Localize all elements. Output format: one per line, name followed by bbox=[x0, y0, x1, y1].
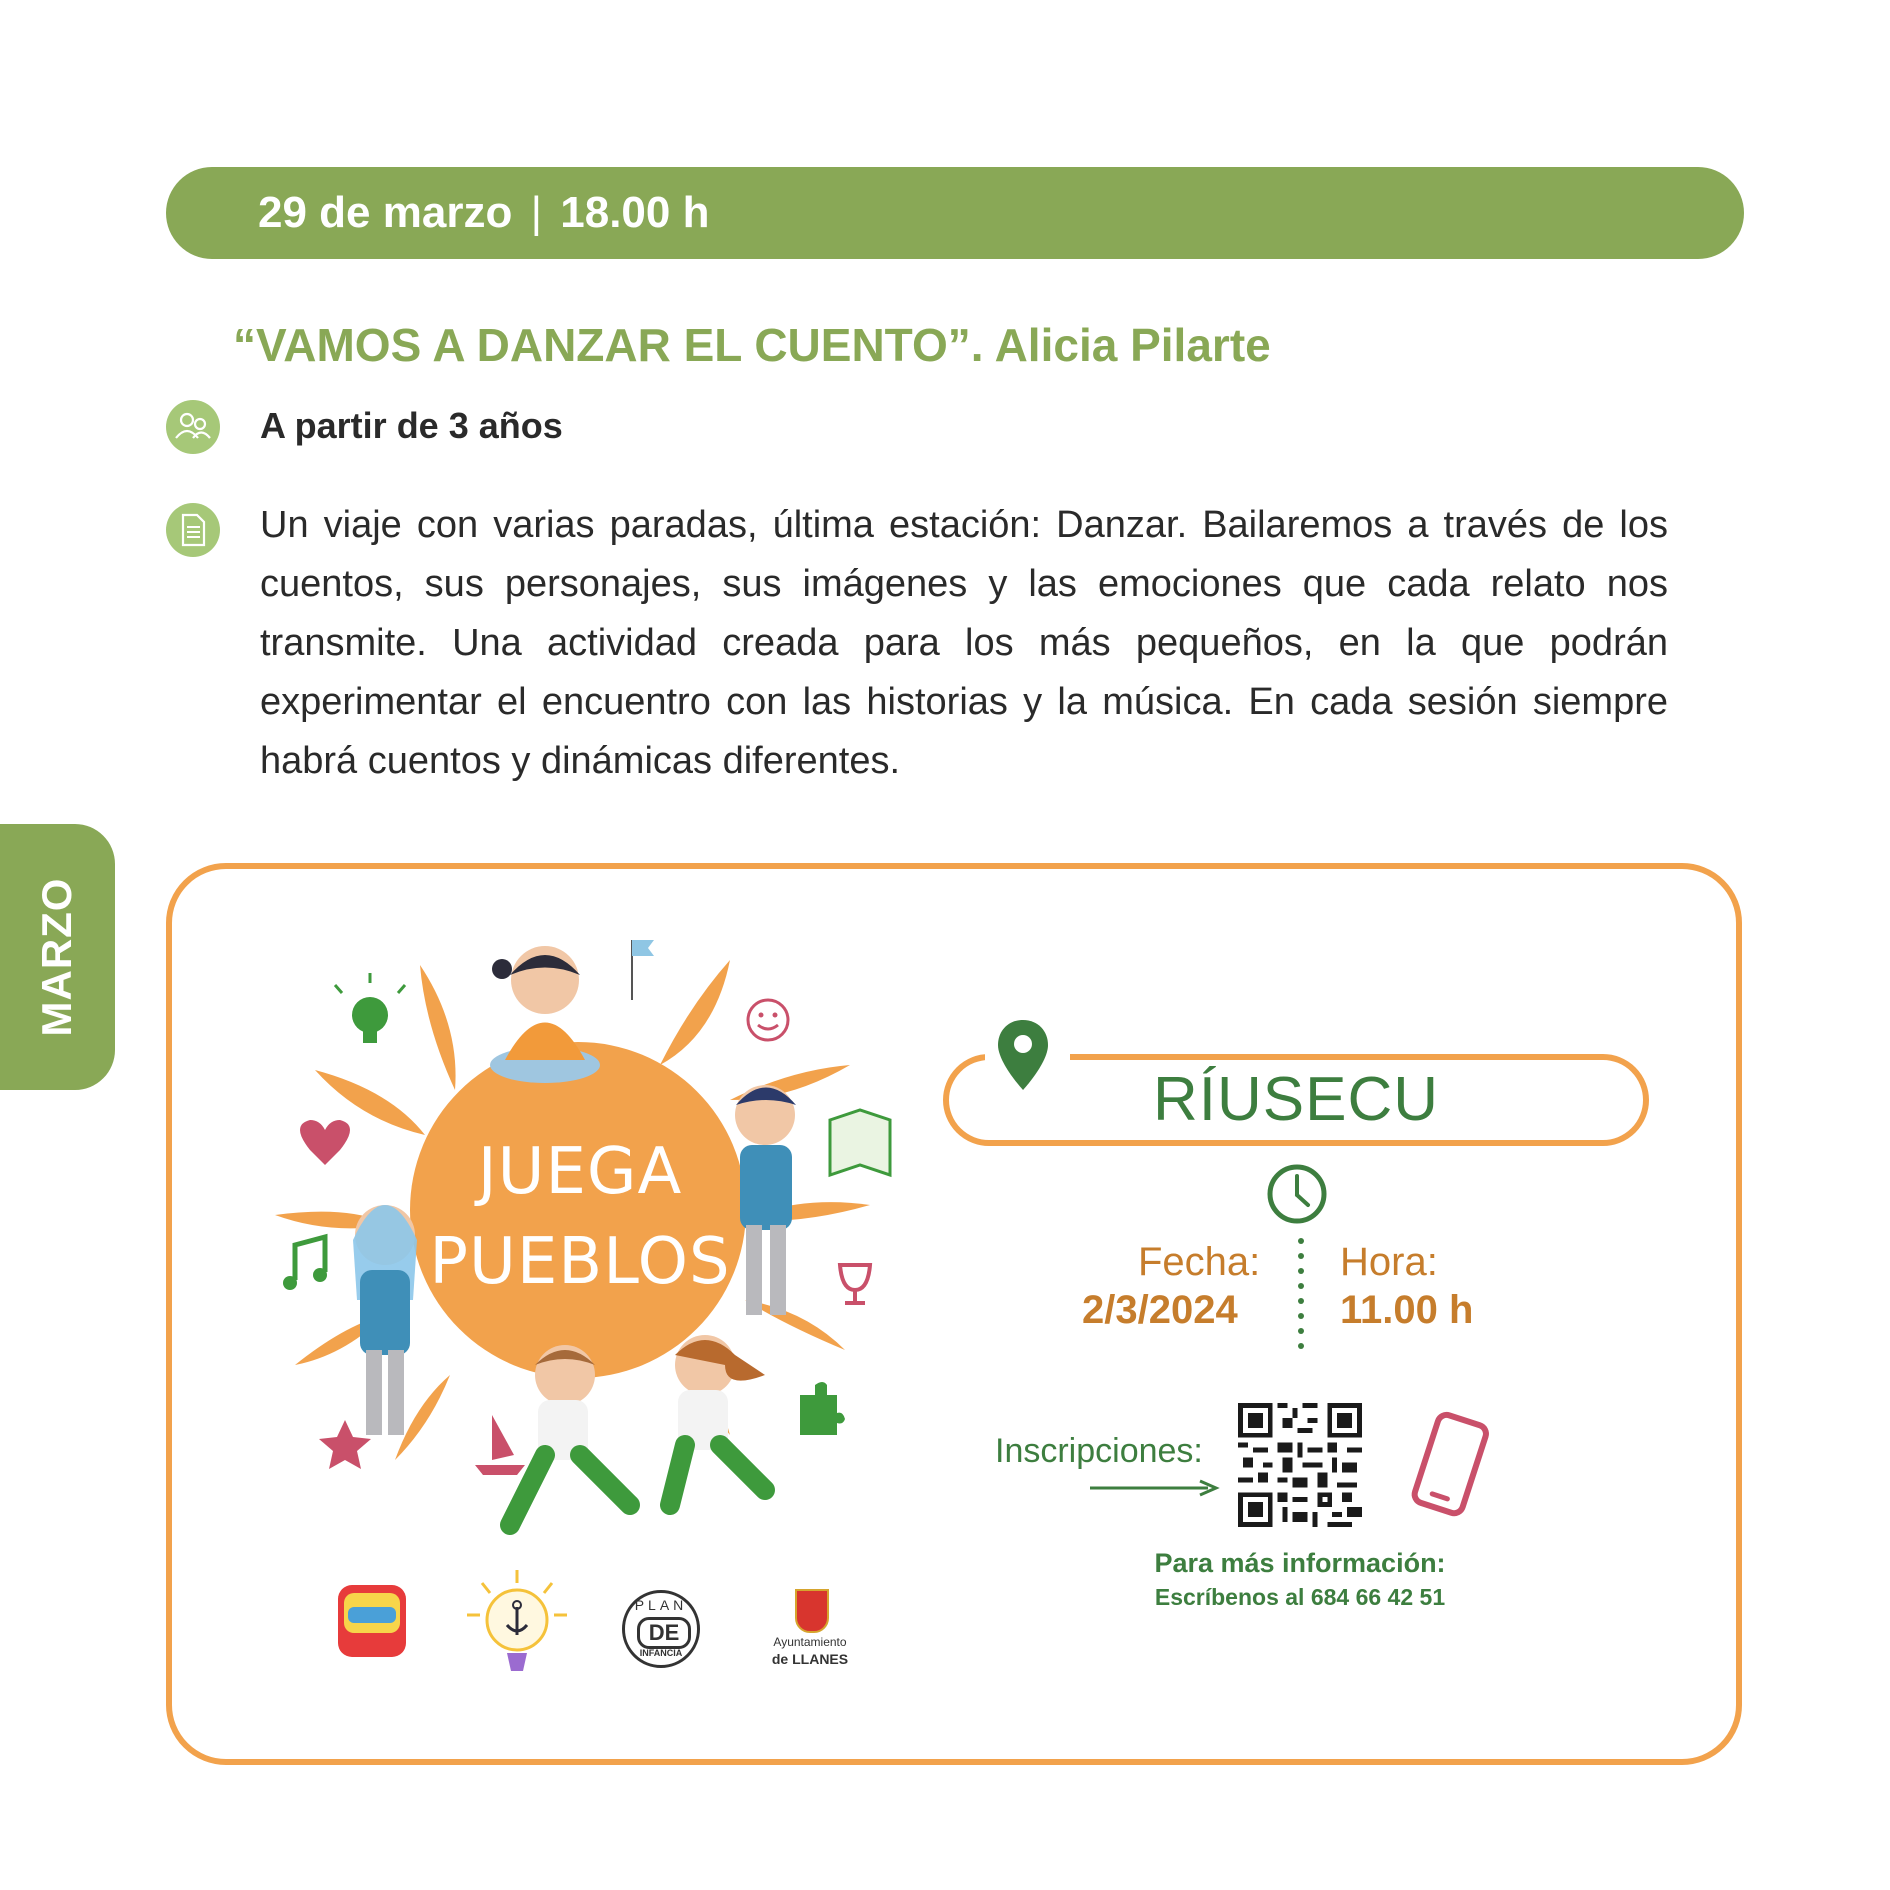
date-header-bar bbox=[166, 167, 1744, 259]
sponsor-logo-elpatiu bbox=[338, 1585, 406, 1657]
info-line-1: Para más información: bbox=[1154, 1548, 1446, 1578]
event-time: 18.00 h bbox=[560, 188, 710, 237]
hora-label: Hora: bbox=[1340, 1240, 1438, 1284]
people-icon bbox=[166, 400, 220, 454]
age-range: A partir de 3 años bbox=[260, 405, 563, 446]
bulb-icon bbox=[335, 973, 405, 1043]
plan-mid: DE bbox=[637, 1617, 691, 1649]
date-separator: | bbox=[530, 188, 543, 237]
event-title: “VAMOS A DANZAR EL CUENTO”. Alicia Pilarte bbox=[233, 319, 1271, 371]
month-side-tab bbox=[0, 824, 115, 1090]
qr-code[interactable] bbox=[1238, 1403, 1362, 1527]
hora-value: 11.00 h bbox=[1340, 1288, 1474, 1332]
sponsor-logo-plan-infancia bbox=[622, 1590, 700, 1668]
phone-icon bbox=[1400, 1410, 1500, 1520]
event-date: 29 de marzo bbox=[258, 188, 513, 237]
date-time-text bbox=[258, 167, 709, 259]
fecha-value: 2/3/2024 bbox=[1082, 1288, 1238, 1332]
clock-icon bbox=[1266, 1163, 1328, 1225]
sponsor-logo-el-equipo bbox=[462, 1565, 572, 1680]
event-description: Un viaje con varias paradas, última estación: Danzar. Bailaremos a través de los cuentos, sus personajes, sus imágenes y las emociones que cada relato nos transmite. Una actividad creada para los más pequeños, en la que podrán experimentar el encuentro con las historias y la música. En cada sesión siempre habrá cuentos y dinámicas diferentes. bbox=[260, 504, 1668, 782]
ayto-line2: de LLANES bbox=[771, 1651, 849, 1667]
month-label: MARZO bbox=[33, 877, 80, 1037]
place-name: RÍUSECU bbox=[1152, 1065, 1440, 1134]
plan-top: PLAN bbox=[634, 1597, 688, 1613]
date-time-divider bbox=[1296, 1236, 1306, 1351]
logo-line-pueblos: PUEBLOS bbox=[429, 1225, 731, 1299]
location-pin-icon bbox=[996, 1018, 1050, 1092]
inscripciones-label: Inscripciones: bbox=[995, 1432, 1203, 1470]
ayto-line1: Ayuntamiento bbox=[773, 1635, 847, 1649]
llanes-shield bbox=[795, 1589, 829, 1633]
sponsor-logo-ayuntamiento-llanes bbox=[760, 1585, 860, 1675]
logo-line-juega: JUEGA bbox=[477, 1135, 683, 1209]
info-line-2: Escríbenos al 684 66 42 51 bbox=[1154, 1584, 1446, 1610]
document-icon bbox=[166, 503, 220, 557]
plan-bottom: INFANCIA bbox=[639, 1648, 683, 1658]
arrow-right-icon bbox=[1088, 1478, 1220, 1498]
fecha-label: Fecha: bbox=[1138, 1240, 1261, 1284]
